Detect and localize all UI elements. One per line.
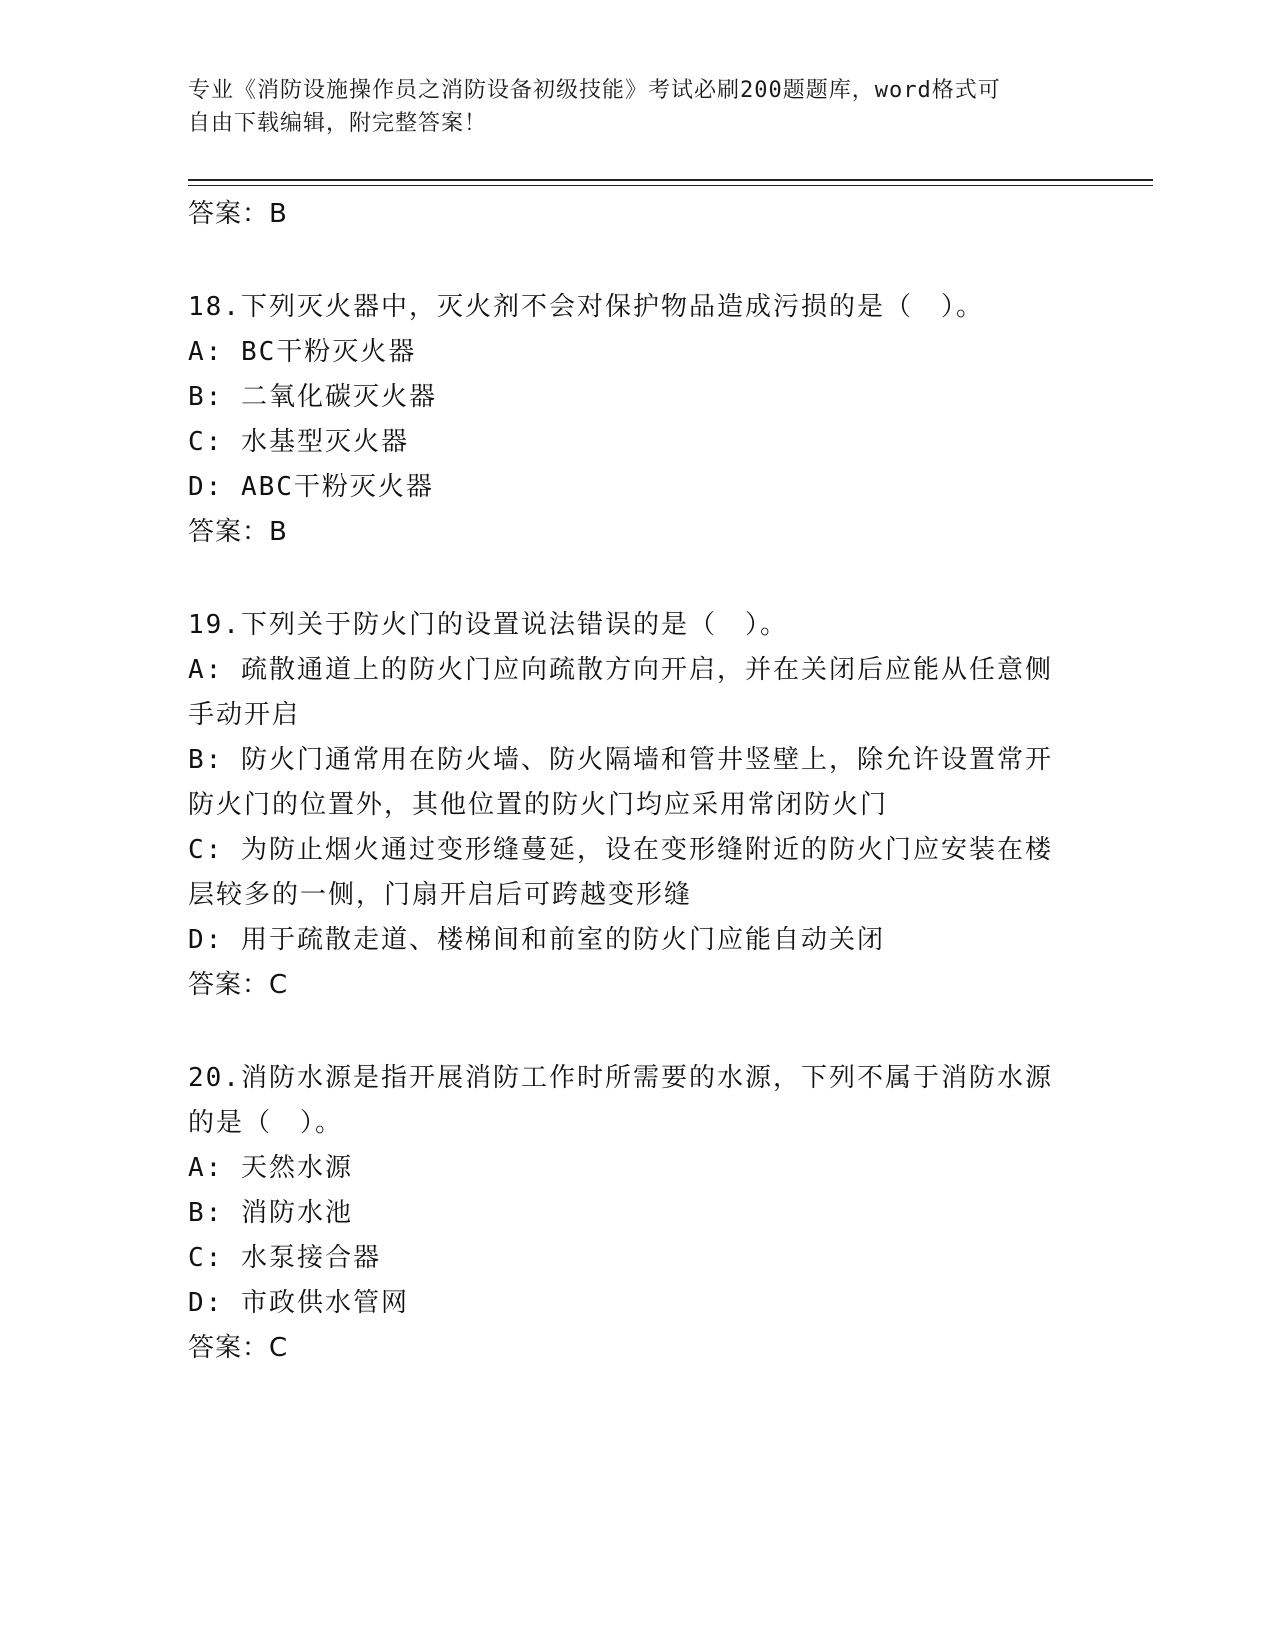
question-18 <box>188 285 1078 555</box>
header-title-line-2: 自由下载编辑，附完整答案！ <box>188 111 488 136</box>
question-text: 19.下列关于防火门的设置说法错误的是（ ）。 <box>188 610 788 640</box>
answer: 答案：C <box>188 970 289 1000</box>
question-text: 20.消防水源是指开展消防工作时所需要的水源，下列不属于消防水源 <box>188 1063 1053 1093</box>
option-d: D: 市政供水管网 <box>188 1288 409 1318</box>
spacer <box>188 237 1078 285</box>
option-a-continued: 手动开启 <box>188 700 301 730</box>
question-19 <box>188 603 1078 1008</box>
question-20 <box>188 1056 1078 1371</box>
answer: 答案：B <box>188 517 288 547</box>
option-d: D: ABC干粉灭火器 <box>188 472 434 502</box>
header-divider-thin <box>188 185 1153 186</box>
option-c: C: 为防止烟火通过变形缝蔓延，设在变形缝附近的防火门应安装在楼 <box>188 835 1053 865</box>
document-header <box>188 74 1068 140</box>
option-d: D: 用于疏散走道、楼梯间和前室的防火门应能自动关闭 <box>188 925 885 955</box>
option-b: B: 消防水池 <box>188 1198 353 1228</box>
spacer <box>188 555 1078 603</box>
header-title-line-1: 专业《消防设施操作员之消防设备初级技能》考试必刷200题题库，word格式可 <box>188 78 1001 103</box>
header-divider-thick <box>188 179 1153 181</box>
spacer <box>188 1008 1078 1056</box>
option-a: A: 疏散通道上的防火门应向疏散方向开启，并在关闭后应能从任意侧 <box>188 655 1053 685</box>
option-a: A: BC干粉灭火器 <box>188 337 417 367</box>
answer: 答案：C <box>188 1333 289 1363</box>
question-list <box>188 192 1078 1371</box>
option-a: A: 天然水源 <box>188 1153 353 1183</box>
option-b: B: 防火门通常用在防火墙、防火隔墙和管井竖壁上，除允许设置常开 <box>188 745 1053 775</box>
option-b: B: 二氧化碳灭火器 <box>188 382 437 412</box>
previous-answer: 答案：B <box>188 199 288 229</box>
option-c: C: 水基型灭火器 <box>188 427 409 457</box>
question-text-continued: 的是（ ）。 <box>188 1108 344 1138</box>
question-text: 18.下列灭火器中，灭火剂不会对保护物品造成污损的是（ ）。 <box>188 292 984 322</box>
option-c-continued: 层较多的一侧，门扇开启后可跨越变形缝 <box>188 880 693 910</box>
option-b-continued: 防火门的位置外，其他位置的防火门均应采用常闭防火门 <box>188 790 889 820</box>
option-c: C: 水泵接合器 <box>188 1243 381 1273</box>
